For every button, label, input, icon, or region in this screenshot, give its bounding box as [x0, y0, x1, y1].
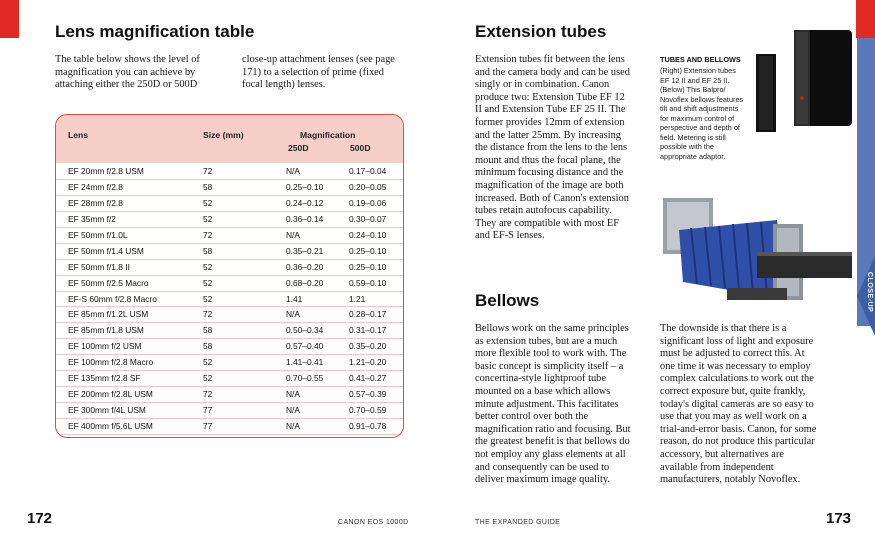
table-row [56, 292, 403, 308]
header-250d: 250D [288, 143, 309, 153]
cell-lens: EF 85mm f/1.2L USM [68, 309, 149, 320]
cell-lens: EF 100mm f/2 USM [68, 341, 142, 352]
bellows-text-column-2: The downside is that there is a significant loss of light and exposure must be adjusted to correct this. At one time it was necessary to employ complex calculations to work out the correct exposure but, quite frankly, today's digital cameras are so easy to use that you may as well work on a trial-and-error basis. Canon, for some reason, do not produce this particular accessory, but alternatives are available from independent manufacturers, notably Novoflex. [660, 323, 817, 486]
cell-250d: 0.57–0.40 [286, 341, 324, 352]
intro-column-2: close-up attachment lenses (see page 171) to a selection of prime (fixed focal length) lenses. [242, 54, 395, 91]
table-row [56, 419, 403, 435]
cell-500d: 1.21–0.20 [349, 357, 387, 368]
cell-size: 52 [203, 277, 213, 288]
cell-500d: 0.57–0.39 [349, 389, 387, 400]
cell-size: 52 [203, 293, 213, 304]
table-header [56, 115, 403, 163]
bellows-title: Bellows [475, 291, 540, 310]
table-row [56, 196, 403, 212]
table-row [56, 212, 403, 228]
cell-size: 77 [203, 405, 213, 416]
cell-500d: 0.24–0.10 [349, 229, 387, 240]
cell-lens: EF 400mm f/5.6L USM [68, 421, 153, 431]
cell-250d: N/A [286, 421, 300, 431]
cell-lens: EF 50mm f/1.0L [68, 229, 128, 240]
extension-tubes-title: Extension tubes [475, 22, 607, 41]
table-row [56, 403, 403, 419]
cell-500d: 0.70–0.59 [349, 405, 387, 416]
cell-size: 58 [203, 325, 213, 336]
footer-left: CANON EOS 1000D [338, 519, 409, 526]
cell-size: 72 [203, 389, 213, 400]
cell-size: 52 [203, 197, 213, 208]
cell-lens: EF 50mm f/1.4 USM [68, 245, 144, 256]
cell-250d: 0.36–0.14 [286, 213, 324, 224]
cell-500d: 0.25–0.10 [349, 245, 387, 256]
cell-250d: N/A [286, 405, 300, 416]
cell-500d: 0.41–0.27 [349, 373, 387, 384]
table-row [56, 180, 403, 196]
cell-500d: 0.25–0.10 [349, 261, 387, 272]
table-row [56, 244, 403, 260]
cell-size: 58 [203, 245, 213, 256]
cell-lens: EF 28mm f/2.8 [68, 197, 123, 208]
cell-size: 52 [203, 357, 213, 368]
cell-size: 52 [203, 373, 213, 384]
cell-size: 52 [203, 213, 213, 224]
cell-250d: N/A [286, 166, 300, 176]
corner-tab-left [0, 0, 19, 38]
cell-lens: EF 100mm f/2.8 Macro [68, 357, 154, 368]
cell-size: 72 [203, 309, 213, 320]
cell-500d: 1.21 [349, 293, 366, 304]
cell-500d: 0.17–0.04 [349, 166, 387, 176]
table-row [56, 276, 403, 292]
cell-250d: N/A [286, 309, 300, 320]
cell-250d: 0.25–0.10 [286, 181, 324, 192]
cell-250d: 0.36–0.20 [286, 261, 324, 272]
cell-500d: 0.91–0.78 [349, 421, 387, 431]
cell-500d: 0.20–0.05 [349, 181, 387, 192]
page-number-left: 172 [27, 510, 53, 527]
cell-size: 58 [203, 181, 213, 192]
cell-500d: 0.59–0.10 [349, 277, 387, 288]
cell-250d: 0.24–0.12 [286, 197, 324, 208]
footer-right: THE EXPANDED GUIDE [475, 519, 561, 526]
page-title: Lens magnification table [55, 22, 255, 41]
table-row [56, 339, 403, 355]
bellows-text-column-1: Bellows work on the same principles as extension tubes, but are a much more flexible tool to work with. The basic concept is simplicity itself – a concertina-style lightproof tube mounted on a base which allows minute adjustment. This facilitates better control over both the magnification ratio and focusing. But the greatest benefit is that bellows do not employ any glass elements at all and consequently can be used to deliver maximum image quality. [475, 323, 631, 486]
cell-lens: EF 300mm f/4L USM [68, 405, 146, 416]
table-row [56, 323, 403, 339]
cell-lens: EF-S 60mm f/2.8 Macro [68, 293, 157, 304]
magnification-table [55, 114, 404, 438]
table-row [56, 164, 403, 180]
cell-lens: EF 35mm f/2 [68, 213, 116, 224]
cell-250d: 1.41 [286, 293, 303, 304]
cell-lens: EF 85mm f/1.8 USM [68, 325, 144, 336]
caption-text: (Right) Extension tubes EF 12 II and EF 25 II. (Below) This Balpro/ Novoflex bellows features tilt and shift adjustments for maximum control of perspective and depth of field. Metering is still possible with the appropriate adaptor. [660, 66, 744, 161]
cell-lens: EF 50mm f/1.8 II [68, 261, 130, 272]
cell-size: 52 [203, 261, 213, 272]
cell-lens: EF 24mm f/2.8 [68, 181, 123, 192]
bellows-image [657, 190, 854, 315]
cell-size: 72 [203, 229, 213, 240]
cell-lens: EF 20mm f/2.8 USM [68, 166, 144, 176]
header-500d: 500D [350, 143, 371, 153]
table-row [56, 371, 403, 387]
cell-250d: N/A [286, 229, 300, 240]
cell-size: 72 [203, 166, 213, 176]
cell-250d: N/A [286, 389, 300, 400]
caption-title: TUBES AND BELLOWS [660, 55, 741, 64]
cell-500d: 0.30–0.07 [349, 213, 387, 224]
table-row [56, 307, 403, 323]
section-tab-label: CLOSE-UP [866, 271, 873, 313]
cell-500d: 0.31–0.17 [349, 325, 387, 336]
corner-tab-right [856, 0, 875, 38]
cell-lens: EF 50mm f/2.5 Macro [68, 277, 149, 288]
cell-lens: EF 135mm f/2.8 SF [68, 373, 141, 384]
page-number-right: 173 [826, 510, 852, 527]
cell-size: 58 [203, 341, 213, 352]
table-row [56, 228, 403, 244]
cell-lens: EF 200mm f/2.8L USM [68, 389, 153, 400]
cell-250d: 0.68–0.20 [286, 277, 324, 288]
extension-tubes-text: Extension tubes fit between the lens and the camera body and can be used singly or in combination. Canon produce two: Extension Tube EF 12 II and Extension Tube EF 25 II. The former provides 12mm of extension and the latter 25mm. By increasing the distance from the lens to the lens mount and thus the focal plane, the minimum focusing distance and the magnification of the image are both increased. Both of Canon's extension tubes retain autofocus capability. They are compatible with most EF and EF-S lenses. [475, 54, 630, 242]
header-size: Size (mm) [203, 130, 244, 140]
cell-250d: 0.50–0.34 [286, 325, 324, 336]
table-row [56, 387, 403, 403]
cell-250d: 0.70–0.55 [286, 373, 324, 384]
table-row [56, 260, 403, 276]
cell-250d: 0.35–0.21 [286, 245, 324, 256]
cell-500d: 0.35–0.20 [349, 341, 387, 352]
table-row [56, 355, 403, 371]
cell-500d: 0.28–0.17 [349, 309, 387, 320]
cell-250d: 1.41–0.41 [286, 357, 324, 368]
cell-500d: 0.19–0.06 [349, 197, 387, 208]
intro-column-1: The table below shows the level of magnification you can achieve by attaching either the 250D or 500D [55, 54, 200, 91]
cell-size: 77 [203, 421, 213, 431]
header-magnification: Magnification [300, 130, 356, 140]
header-lens: Lens [68, 130, 89, 140]
table-body [56, 164, 403, 435]
extension-tubes-image [752, 26, 857, 138]
